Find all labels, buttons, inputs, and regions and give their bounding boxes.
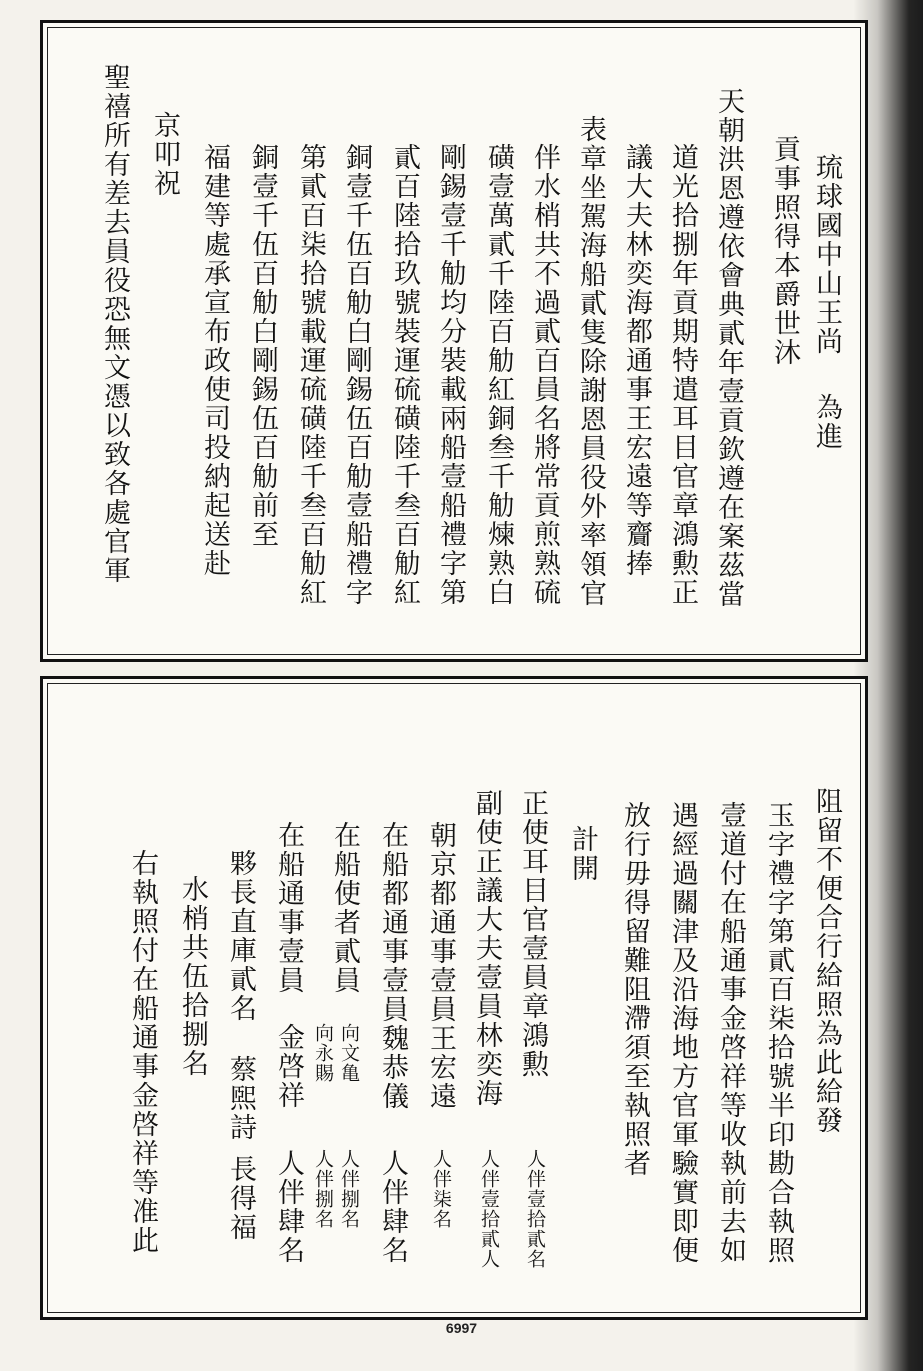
page-number: 6997 [445, 1320, 478, 1336]
text-column: 在船通事壹員 [273, 821, 304, 995]
text-column: 正使耳目官壹員章鴻勲 [517, 789, 548, 1079]
text-column: 剛錫壹千觔均分裝載兩船壹船禮字第 [435, 143, 466, 607]
text-column: 遇經過關津及沿海地方官軍驗實即便 [667, 801, 698, 1265]
text-column: 人伴壹拾貳人 [478, 1149, 500, 1269]
text-column: 向文亀 [338, 1023, 360, 1083]
text-column: 阻留不便合行給照為此給發 [811, 787, 842, 1135]
text-column: 右執照付在船通事金啓祥等准此 [127, 849, 158, 1255]
text-column: 銅壹千伍百觔白剛錫伍百觔壹船禮字 [341, 143, 372, 607]
text-column: 貢事照得本爵世沐 [769, 135, 800, 367]
text-column: 議大夫林奕海都通事王宏遠等齎捧 [621, 143, 652, 578]
text-column: 京叩祝 [149, 111, 180, 198]
text-column: 表章坐駕海船貳隻除謝恩員役外率領官 [575, 115, 606, 608]
text-column: 計開 [567, 825, 598, 883]
text-column: 伴水梢共不過貳百員名將常貢煎熟硫 [529, 143, 560, 607]
text-column: 夥長直庫貳名 [225, 849, 256, 1023]
text-column: 為進 [811, 393, 842, 451]
text-column: 壹道付在船通事金啓祥等收執前去如 [715, 801, 746, 1265]
text-column: 朝京都通事壹員王宏遠 [425, 821, 456, 1111]
text-column: 人伴捌名 [338, 1149, 360, 1229]
text-column: 人伴壹拾貳名 [524, 1149, 546, 1269]
document-panel-top [40, 20, 868, 662]
text-column: 天朝洪恩遵依會典貳年壹貢欽遵在案茲當 [713, 87, 744, 609]
text-column: 在船使者貳員 [329, 821, 360, 995]
text-column: 貳百陸拾玖號裝運硫磺陸千叁百觔紅 [389, 143, 420, 607]
text-column: 副使正議大夫壹員林奕海 [471, 789, 502, 1108]
text-column: 聖禧所有差去員役恐無文憑以致各處官軍 [99, 63, 130, 585]
text-column: 人伴肆名 [273, 1149, 304, 1265]
text-column: 放行毋得留難阻滯須至執照者 [619, 801, 650, 1178]
text-column: 人伴柒名 [430, 1149, 452, 1229]
text-column: 玉字禮字第貳百柒拾號半印勘合執照 [763, 801, 794, 1265]
text-column: 長得福 [225, 1155, 256, 1242]
text-column: 道光拾捌年貢期特遣耳目官章鴻勲正 [667, 143, 698, 607]
text-column: 人伴捌名 [312, 1149, 334, 1229]
text-column: 向永賜 [312, 1023, 334, 1083]
document-panel-bottom [40, 676, 868, 1320]
text-column: 磺壹萬貳千陸百觔紅銅叁千觔煉熟白 [483, 143, 514, 607]
text-column: 在船都通事壹員魏恭儀 [377, 821, 408, 1111]
text-column: 金啓祥 [273, 1023, 304, 1110]
text-column: 琉球國中山王尚 [811, 153, 842, 356]
text-column: 第貳百柒拾號載運硫磺陸千叁百觔紅 [295, 143, 326, 607]
text-column: 銅壹千伍百觔白剛錫伍百觔前至 [247, 143, 278, 549]
text-column: 福建等處承宣布政使司投納起送赴 [199, 143, 230, 578]
text-column: 蔡煕詩 [225, 1055, 256, 1142]
text-column: 水梢共伍拾捌名 [177, 875, 208, 1078]
text-column: 人伴肆名 [377, 1149, 408, 1265]
